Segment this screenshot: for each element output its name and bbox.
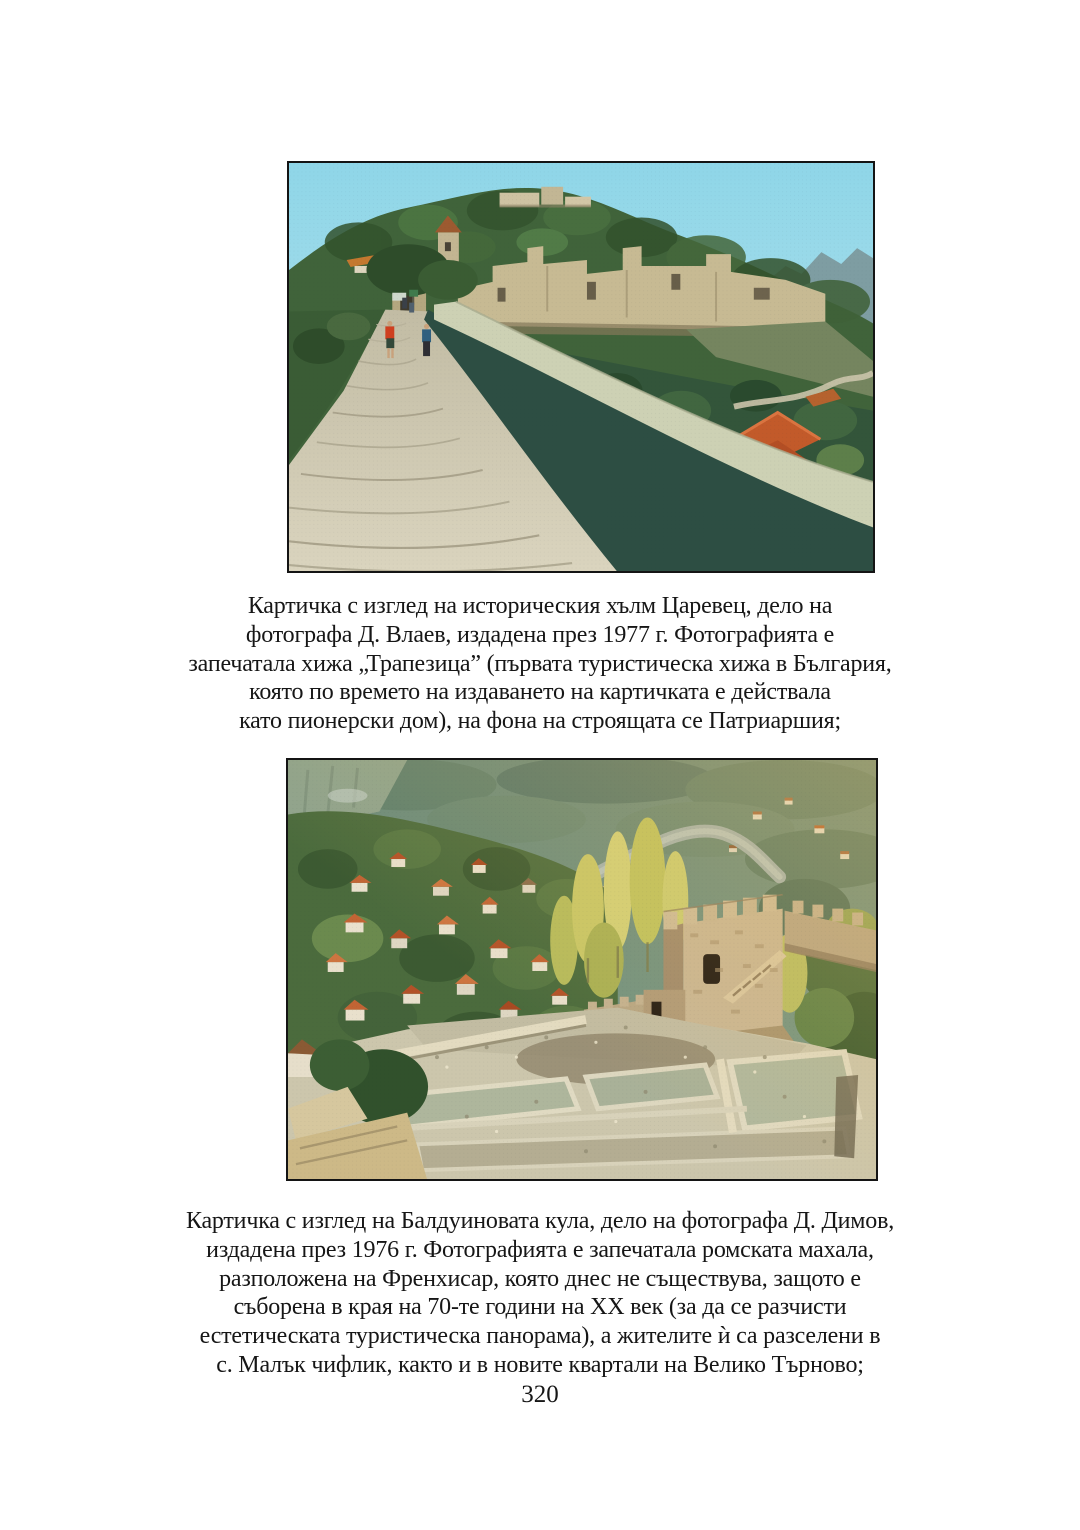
postcard-photo-tsarevets — [287, 161, 875, 573]
caption-baldwin-tower — [0, 1207, 1080, 1380]
caption-line: запечатала хижа „Трапезица” (първата туристическа хижа в България, — [188, 650, 892, 677]
caption-line: като пионерски дом), на фона на строящата се Патриаршия; — [239, 708, 841, 735]
postcard-photo-baldwin-tower — [286, 758, 878, 1181]
halftone-overlay — [289, 163, 873, 571]
baldwin-tower-illustration — [288, 760, 876, 1179]
caption-line: естетическата туристическа панорама), а жителите ѝ са разселени в — [199, 1323, 881, 1350]
halftone-overlay — [288, 760, 876, 1179]
caption-line: която по времето на издаването на картичката е действала — [249, 679, 831, 706]
caption-line: издадена през 1976 г. Фотографията е запечатала ромската махала, — [206, 1236, 874, 1263]
page-number: 320 — [521, 1381, 559, 1408]
caption-tsarevets — [0, 592, 1080, 736]
tsarevets-illustration — [289, 163, 873, 571]
caption-line: разположена на Френхисар, която днес не съществува, защото е — [219, 1265, 861, 1292]
caption-line: съборена в края на 70-те години на ХХ век (за да се разчисти — [233, 1294, 847, 1321]
caption-line: с. Малък чифлик, както и в новите квартали на Велико Търново; — [216, 1351, 864, 1378]
caption-line: фотографа Д. Влаев, издадена през 1977 г. Фотографията е — [245, 621, 835, 648]
caption-line: Картичка с изглед на историческия хълм Царевец, дело на — [247, 593, 833, 619]
caption-line: Картичка с изглед на Балдуиновата кула, дело на фотографа Д. Димов, — [185, 1208, 895, 1234]
